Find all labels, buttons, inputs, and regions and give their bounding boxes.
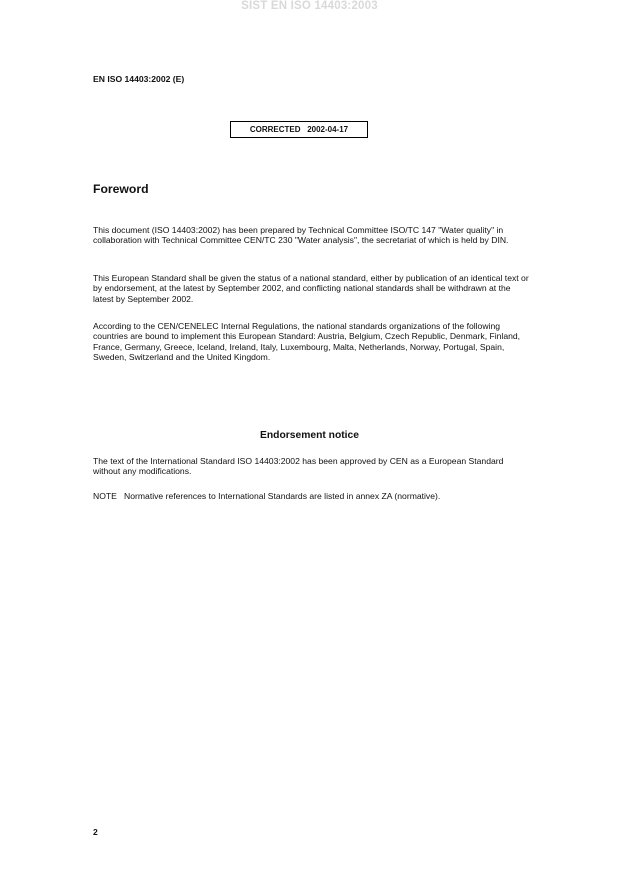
foreword-paragraph-2: This European Standard shall be given the status of a national standard, either by publication of an identical text or by endorsement, at the latest by September 2002, and conflicting national standards shall be withdrawn at the latest by September 2002. bbox=[93, 273, 529, 304]
watermark: SIST EN ISO 14403:2003 bbox=[241, 0, 378, 12]
document-id: EN ISO 14403:2002 (E) bbox=[93, 74, 185, 84]
foreword-paragraph-3: According to the CEN/CENELEC Internal Regulations, the national standards organizations of the following countries are bound to implement this European Standard: Austria, Belgium, Czech Republic, Denmark, Finland, France, Germany, Greece, Iceland, Ireland, Italy, Luxembourg, Malta, Netherlands, Norway, Portugal, Spain, Sweden, Switzerland and the United Kingdom. bbox=[93, 321, 521, 362]
foreword-paragraph-1: This document (ISO 14403:2002) has been prepared by Technical Committee ISO/TC 147 "Water quality" in collaboration with Technical Committee CEN/TC 230 "Water analysis", the secretariat of which is held by DIN. bbox=[93, 225, 509, 246]
normative-note: NOTE Normative references to International Standards are listed in annex ZA (normative). bbox=[93, 491, 441, 501]
corrected-stamp: CORRECTED 2002-04-17 bbox=[230, 121, 368, 138]
foreword-heading: Foreword bbox=[93, 182, 149, 196]
page-number: 2 bbox=[93, 827, 98, 837]
endorsement-paragraph: The text of the International Standard ISO 14403:2002 has been approved by CEN as a European Standard without any modifications. bbox=[93, 456, 504, 477]
endorsement-heading: Endorsement notice bbox=[260, 430, 359, 441]
